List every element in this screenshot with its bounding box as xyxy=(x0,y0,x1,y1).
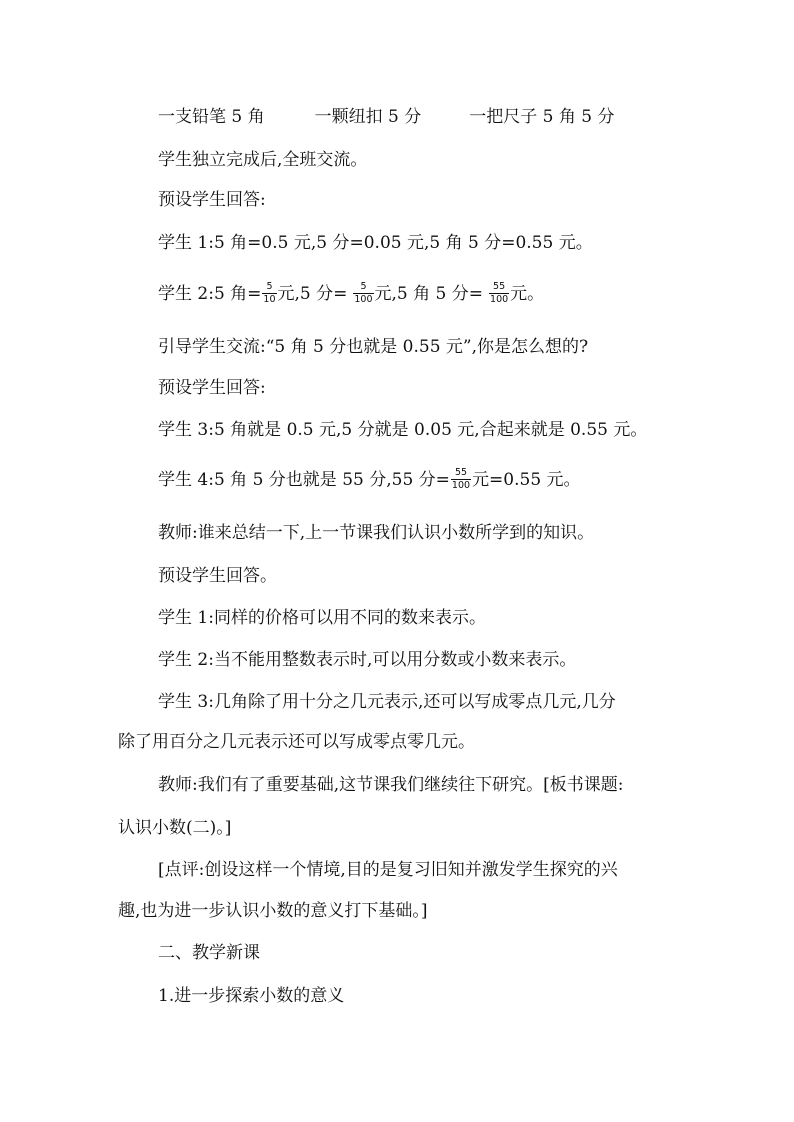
section-heading: 二、教学新课 xyxy=(158,943,260,963)
student2-text-1: 学生 2:5 角= xyxy=(158,284,262,304)
summary-answer-3-cont: 除了用百分之几元表示还可以写成零点零几元。 xyxy=(118,732,475,752)
fraction-denominator: 100 xyxy=(451,480,471,491)
fraction-denominator: 100 xyxy=(490,294,509,305)
teacher-summary-question: 教师:谁来总结一下,上一节课我们认识小数所学到的知识。 xyxy=(158,523,595,543)
student2-answer xyxy=(158,283,544,306)
subsection-heading: 1.进一步探索小数的意义 xyxy=(158,986,345,1006)
fraction-numerator: 5 xyxy=(262,282,276,294)
student2-text-3: 元,5 角 5 分= xyxy=(374,284,484,304)
student1-answer: 学生 1:5 角=0.5 元,5 分=0.05 元,5 角 5 分=0.55 元。 xyxy=(158,233,593,253)
student3-answer: 学生 3:5 角就是 0.5 元,5 分就是 0.05 元,合起来就是 0.55 元。 xyxy=(158,420,648,440)
preset-answer-label: 预设学生回答。 xyxy=(158,566,277,586)
ruler-price: 一把尺子 5 角 5 分 xyxy=(469,107,615,127)
student4-text-2: 元=0.55 元。 xyxy=(472,470,581,490)
fraction-denominator: 100 xyxy=(354,294,373,305)
preset-answer-label: 预设学生回答: xyxy=(158,190,266,210)
pencil-price: 一支铅笔 5 角 xyxy=(158,107,265,127)
teacher-statement-cont: 认识小数(二)。] xyxy=(118,818,232,838)
button-price: 一颗纽扣 5 分 xyxy=(314,107,422,127)
fraction-55-100 xyxy=(451,468,471,491)
summary-answer-2: 学生 2:当不能用整数表示时,可以用分数或小数来表示。 xyxy=(158,650,577,670)
independent-work-text: 学生独立完成后,全班交流。 xyxy=(158,150,368,170)
preset-answer-label: 预设学生回答: xyxy=(158,378,266,398)
price-items-row xyxy=(158,106,615,128)
teacher-statement: 教师:我们有了重要基础,这节课我们继续往下研究。[板书课题: xyxy=(158,775,624,795)
fraction-55-100 xyxy=(489,282,509,305)
fraction-numerator: 5 xyxy=(353,282,373,294)
student4-text-1: 学生 4:5 角 5 分也就是 55 分,55 分= xyxy=(158,470,450,490)
fraction-numerator: 55 xyxy=(451,468,471,480)
review-comment: [点评:创设这样一个情境,目的是复习旧知并激发学生探究的兴 xyxy=(158,860,618,880)
fraction-denominator: 10 xyxy=(263,294,276,305)
summary-answer-3: 学生 3:几角除了用十分之几元表示,还可以写成零点几元,几分 xyxy=(158,692,616,712)
student2-text-2: 元,5 分= xyxy=(277,284,348,304)
fraction-numerator: 55 xyxy=(489,282,509,294)
student2-text-4: 元。 xyxy=(510,284,545,304)
fraction-5-100 xyxy=(353,282,373,305)
student4-answer xyxy=(158,469,581,492)
guide-discussion-text: 引导学生交流:“5 角 5 分也就是 0.55 元”,你是怎么想的? xyxy=(158,337,589,357)
fraction-5-10 xyxy=(262,282,276,305)
review-comment-cont: 趣,也为进一步认识小数的意义打下基础。] xyxy=(118,901,428,921)
summary-answer-1: 学生 1:同样的价格可以用不同的数来表示。 xyxy=(158,608,486,628)
